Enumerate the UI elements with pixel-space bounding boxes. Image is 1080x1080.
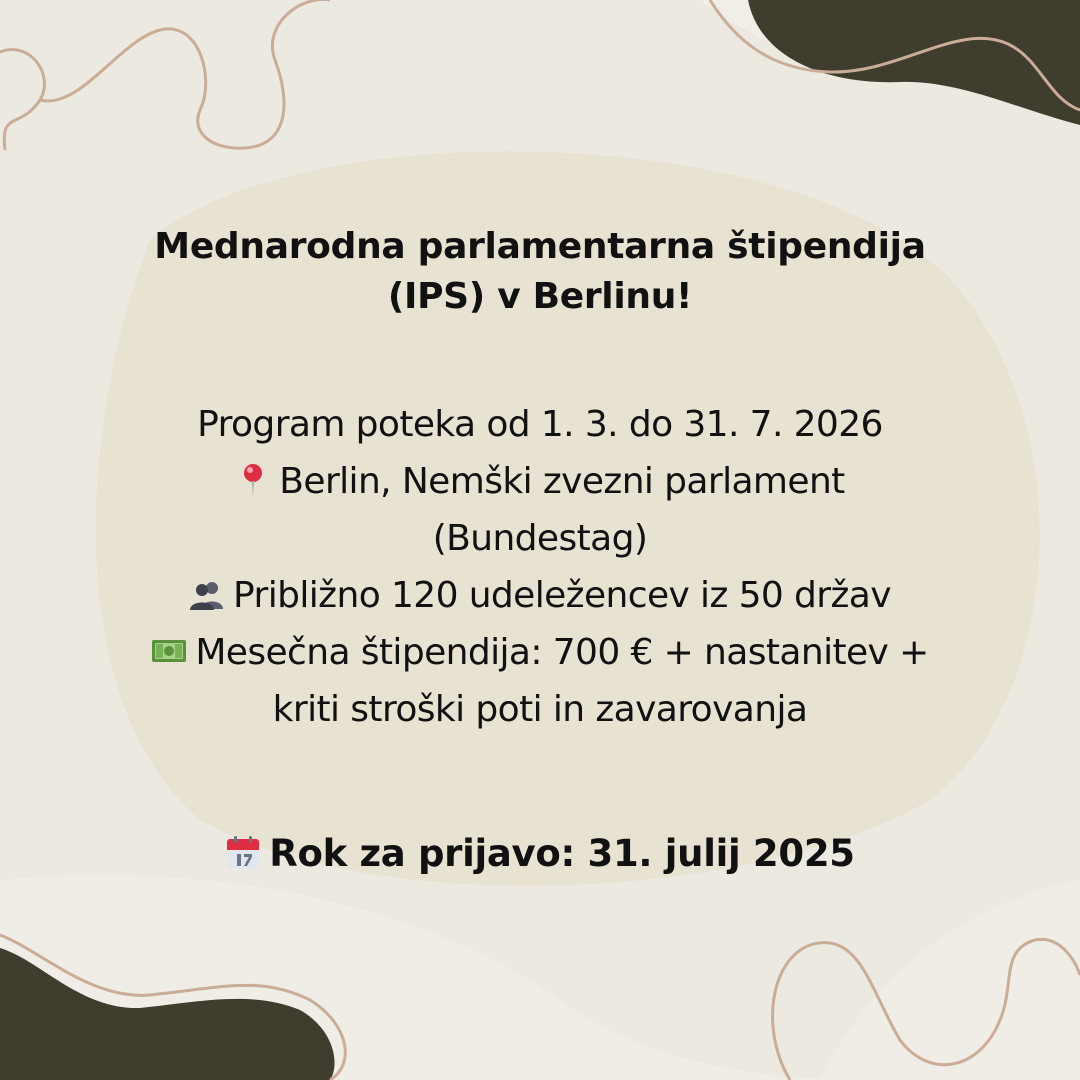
euro-banknote-icon bbox=[151, 633, 187, 669]
location-text: Berlin, Nemški zvezni parlament bbox=[279, 461, 845, 502]
program-dates: Program poteka od 1. 3. do 31. 7. 2026 bbox=[197, 404, 883, 445]
application-deadline bbox=[90, 826, 990, 882]
program-details bbox=[90, 396, 990, 738]
stipend-text: Mesečna štipendija: 700 € + nastanitev + bbox=[195, 632, 929, 673]
participants-text: Približno 120 udeležencev iz 50 držav bbox=[233, 575, 891, 616]
main-content bbox=[90, 222, 990, 738]
busts-in-silhouette-icon bbox=[189, 576, 225, 612]
calendar-icon bbox=[225, 835, 261, 871]
stipend-line bbox=[90, 624, 990, 681]
squiggle-top-left bbox=[0, 0, 330, 150]
location-text-2: (Bundestag) bbox=[432, 518, 648, 559]
title-line-1: Mednarodna parlamentarna štipendija bbox=[154, 226, 926, 267]
deadline-text: Rok za prijavo: 31. julij 2025 bbox=[269, 832, 855, 875]
stipend-text-2: kriti stroški poti in zavarovanja bbox=[272, 689, 808, 730]
round-pushpin-icon bbox=[235, 462, 271, 498]
location-line bbox=[90, 453, 990, 510]
light-blob-bottom-right bbox=[820, 880, 1080, 1080]
participants-line bbox=[90, 567, 990, 624]
page-title bbox=[90, 222, 990, 322]
title-line-2: (IPS) v Berlinu! bbox=[387, 276, 693, 317]
